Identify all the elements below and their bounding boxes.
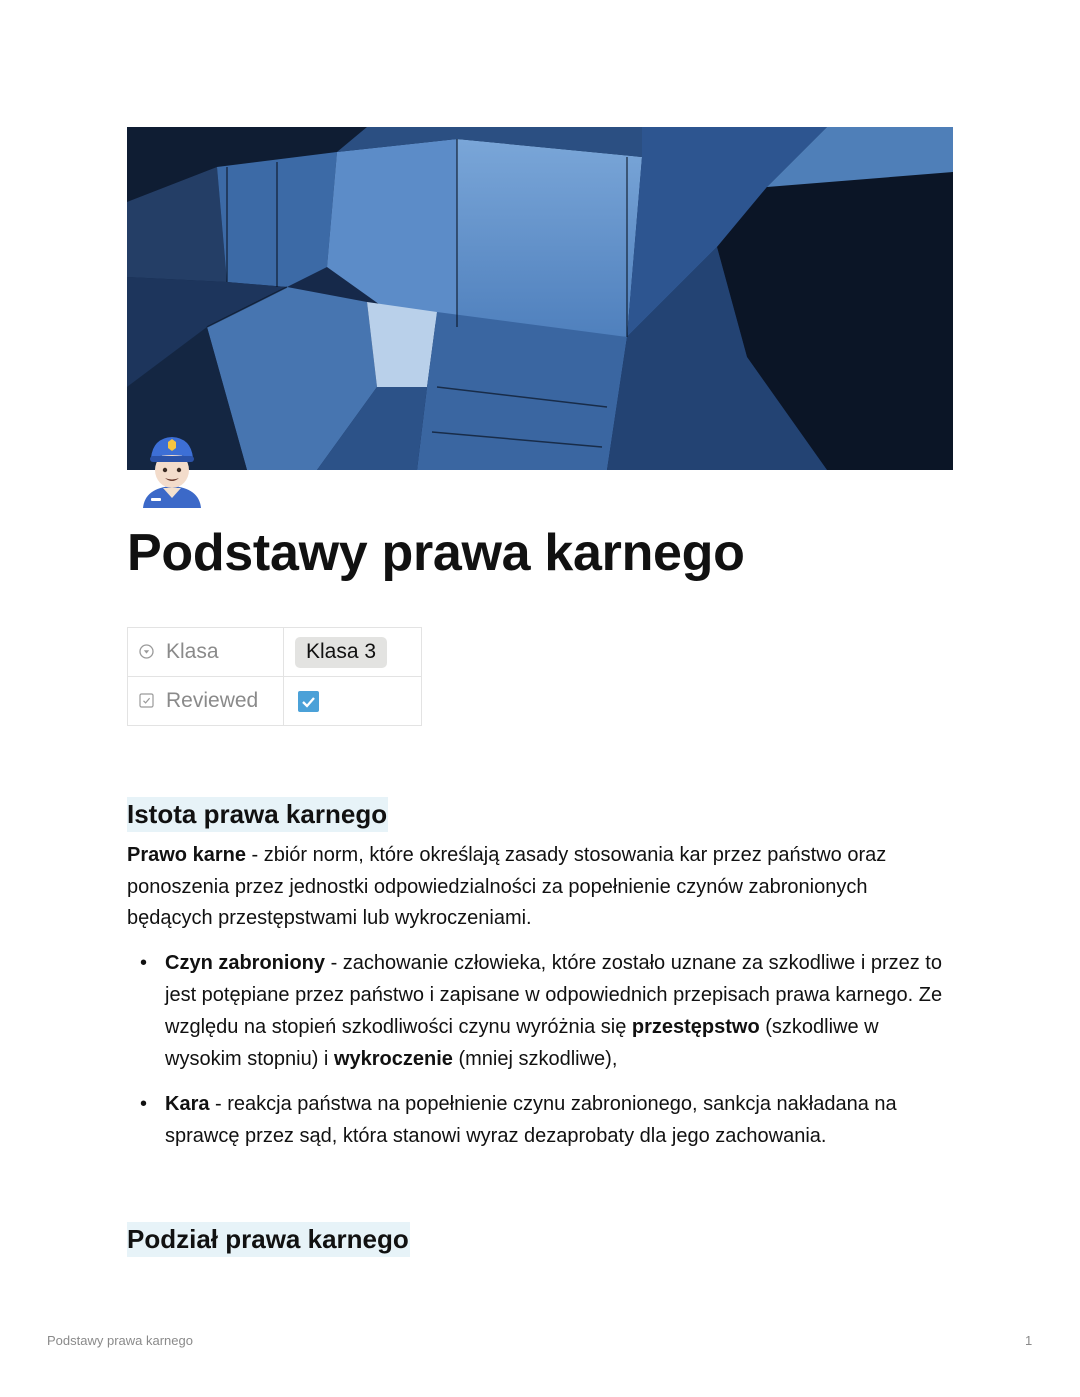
list-item-kara: • Kara - reakcja państwa na popełnienie czynu zabronionego, sankcja nakładana na sprawcę przez sąd, która stanowi wyraz dezaprobaty dla jego zachowania. xyxy=(127,1088,957,1152)
cover-image xyxy=(127,127,953,470)
list-item-czyn-zabroniony: • Czyn zabroniony - zachowanie człowieka, które zostało uznane za szkodliwe i przez to jest potępiane przez państwo i zapisane w odpowiednich przepisach prawa karnego. Ze względu na stopień szkodliwości czynu wyróżnia się przestępstwo (szkodliwe w wysokim stopniu) i wykroczenie (mniej szkodliwe), xyxy=(127,947,957,1075)
property-value-reviewed[interactable] xyxy=(284,677,422,726)
paragraph-prawo-karne: Prawo karne - zbiór norm, które określają zasady stosowania kar przez państwo oraz ponoszenia przez jednostki odpowiedzialności za popełnienie czynów zabronionych będących przestępstwami lub wykroczeniami. xyxy=(127,844,887,929)
select-icon xyxy=(139,641,154,656)
select-tag[interactable]: Klasa 3 xyxy=(295,637,387,668)
reviewed-checkbox[interactable] xyxy=(298,691,319,712)
term-prawo-karne: Prawo karne xyxy=(127,844,246,866)
property-name-reviewed[interactable] xyxy=(128,677,284,726)
checkbox-property-icon xyxy=(139,690,154,705)
properties-table xyxy=(127,627,422,726)
bullet-icon: • xyxy=(140,952,148,974)
page-title: Podstawy prawa karnego xyxy=(127,524,745,582)
property-label: Klasa xyxy=(166,640,219,663)
section-heading-istota: Istota prawa karnego xyxy=(127,797,388,832)
bullet-icon: • xyxy=(140,1093,148,1115)
section-heading-podzial: Podział prawa karnego xyxy=(127,1222,410,1257)
property-value-klasa[interactable] xyxy=(284,628,422,677)
property-name-klasa[interactable] xyxy=(128,628,284,677)
definition-list xyxy=(127,947,957,1152)
footer-page-number: 1 xyxy=(1025,1333,1033,1348)
police-officer-icon[interactable] xyxy=(133,432,211,510)
property-label: Reviewed xyxy=(166,689,259,712)
footer-document-title: Podstawy prawa karnego xyxy=(47,1333,193,1348)
property-row-klasa xyxy=(128,628,422,677)
property-row-reviewed xyxy=(128,677,422,726)
